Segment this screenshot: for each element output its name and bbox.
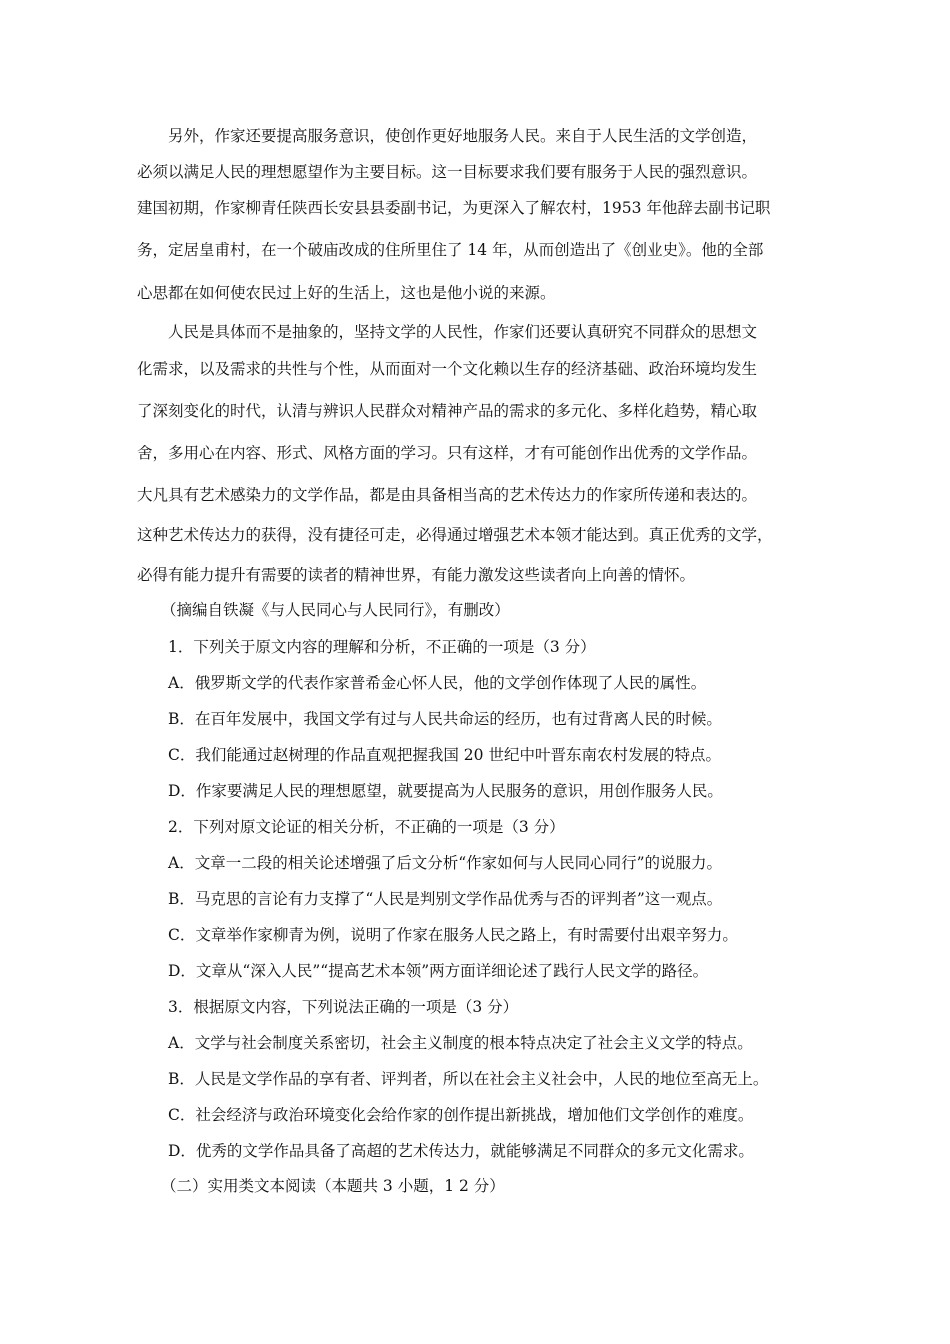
question-2-option-b: B．马克思的言论有力支撑了“人民是判别文学作品优秀与否的评判者”这一观点。 xyxy=(168,890,723,908)
paragraph-2-line-6: 这种艺术传达力的获得，没有捷径可走，必得通过增强艺术本领才能达到。真正优秀的文学， xyxy=(137,526,773,544)
paragraph-1-line-1: 另外，作家还要提高服务意识，使创作更好地服务人民。来自于人民生活的文学创造， xyxy=(168,127,758,145)
question-1-stem: 1．下列关于原文内容的理解和分析，不正确的一项是（3 分） xyxy=(168,638,596,656)
question-3-option-a: A．文学与社会制度关系密切，社会主义制度的根本特点决定了社会主义文学的特点。 xyxy=(168,1034,753,1052)
paragraph-2-line-1: 人民是具体而不是抽象的，坚持文学的人民性，作家们还要认真研究不同群众的思想文 xyxy=(168,323,758,341)
source-note: （摘编自铁凝《与人民同心与人民同行》，有删改） xyxy=(161,601,510,619)
paragraph-1-line-4: 务，定居皇甫村，在一个破庙改成的住所里住了 14 年，从而创造出了《创业史》。他的全部 xyxy=(137,241,764,259)
question-2-option-d: D．文章从“深入人民”“提高艺术本领”两方面详细论述了践行人民文学的路径。 xyxy=(168,962,709,980)
question-3-option-c: C．社会经济与政治环境变化会给作家的创作提出新挑战，增加他们文学创作的难度。 xyxy=(168,1106,754,1124)
question-3-option-d: D．优秀的文学作品具备了高超的艺术传达力，就能够满足不同群众的多元文化需求。 xyxy=(168,1142,754,1160)
paragraph-2-line-2: 化需求，以及需求的共性与个性，从而面对一个文化赖以生存的经济基础、政治环境均发生 xyxy=(137,360,758,378)
question-1-option-a: A．俄罗斯文学的代表作家普希金心怀人民，他的文学创作体现了人民的属性。 xyxy=(168,674,707,692)
question-2-option-a: A．文章一二段的相关论述增强了后文分析“作家如何与人民同心同行”的说服力。 xyxy=(168,854,723,872)
question-2-option-c: C．文章举作家柳青为例，说明了作家在服务人民之路上，有时需要付出艰辛努力。 xyxy=(168,926,738,944)
question-3-stem: 3．根据原文内容，下列说法正确的一项是（3 分） xyxy=(168,998,519,1016)
paragraph-1-line-5: 心思都在如何使农民过上好的生活上，这也是他小说的来源。 xyxy=(137,284,556,302)
question-1-option-b: B．在百年发展中，我国文学有过与人民共命运的经历，也有过背离人民的时候。 xyxy=(168,710,722,728)
paragraph-1-line-2: 必须以满足人民的理想愿望作为主要目标。这一目标要求我们要有服务于人民的强烈意识。 xyxy=(137,163,758,181)
paragraph-2-line-4: 舍，多用心在内容、形式、风格方面的学习。只有这样，才有可能创作出优秀的文学作品。 xyxy=(137,444,758,462)
paragraph-2-line-3: 了深刻变化的时代，认清与辨识人民群众对精神产品的需求的多元化、多样化趋势，精心取 xyxy=(137,402,758,420)
question-3-option-b: B．人民是文学作品的享有者、评判者，所以在社会主义社会中，人民的地位至高无上。 xyxy=(168,1070,769,1088)
paragraph-2-line-5: 大凡具有艺术感染力的文学作品，都是由具备相当高的艺术传达力的作家所传递和表达的。 xyxy=(137,486,758,504)
question-1-option-c: C．我们能通过赵树理的作品直观把握我国 20 世纪中叶晋东南农村发展的特点。 xyxy=(168,746,721,764)
question-2-stem: 2．下列对原文论证的相关分析，不正确的一项是（3 分） xyxy=(168,818,565,836)
paragraph-2-line-7: 必得有能力提升有需要的读者的精神世界，有能力激发这些读者向上向善的情怀。 xyxy=(137,566,696,584)
section-heading: （二）实用类文本阅读（本题共 3 小题，1 2 分） xyxy=(161,1177,505,1195)
paragraph-1-line-3: 建国初期，作家柳青任陕西长安县县委副书记，为更深入了解农村，1953 年他辞去副书记职 xyxy=(137,199,771,217)
question-1-option-d: D．作家要满足人民的理想愿望，就要提高为人民服务的意识，用创作服务人民。 xyxy=(168,782,723,800)
